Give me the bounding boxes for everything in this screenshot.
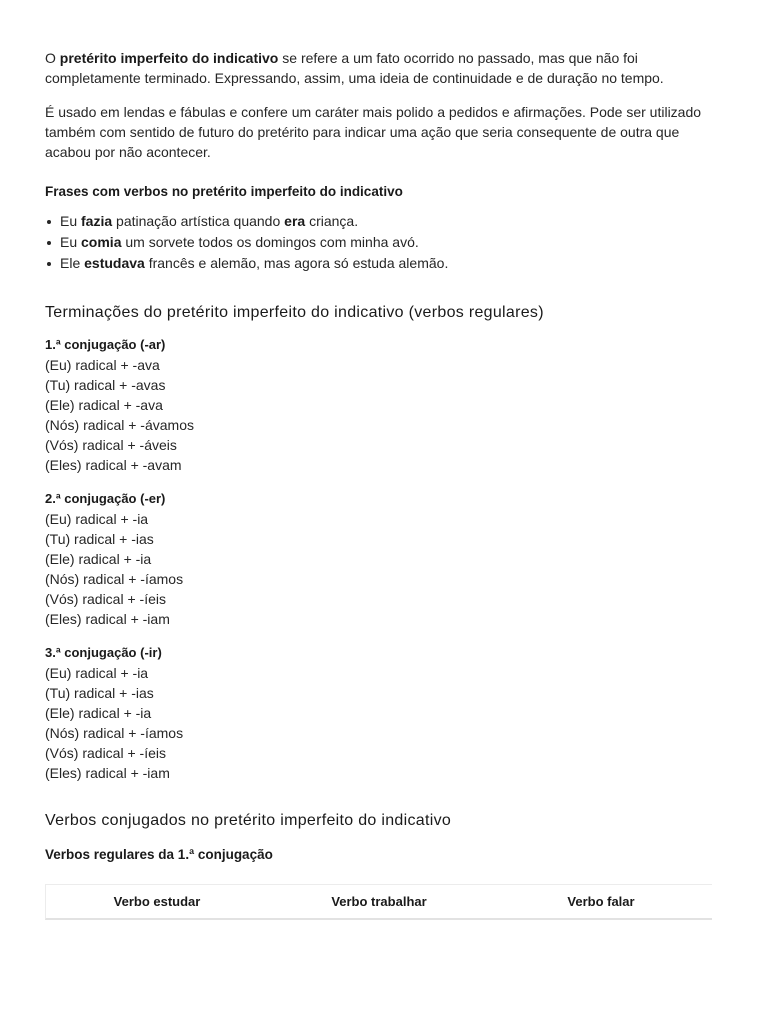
example-verb: estudava bbox=[84, 255, 145, 271]
example-text: Ele bbox=[60, 255, 85, 271]
regular-verbs-heading: Verbos regulares da 1.ª conjugação bbox=[45, 847, 273, 862]
conjugation-line: (Eu) radical + -ia bbox=[45, 511, 149, 527]
conjugation-line: (Eles) radical + -iam bbox=[45, 765, 170, 781]
example-text: um sorvete todos os domingos com minha avó. bbox=[121, 234, 419, 250]
conjugation-line: (Eu) radical + -ava bbox=[45, 357, 160, 373]
example-text: Eu bbox=[60, 213, 82, 229]
intro-p1-rest: se refere a um fato ocorrido no passado, mas que não foi completamente terminado. Expressando, assim, uma ideia de continuidade e de duração no tempo. bbox=[45, 50, 664, 86]
conjugation-line: (Nós) radical + -íamos bbox=[45, 571, 184, 587]
terminations-section-title: Terminações do pretérito imperfeito do indicativo (verbos regulares) bbox=[45, 304, 544, 321]
conjugation-title: 2.ª conjugação (-er) bbox=[45, 491, 166, 506]
conjugation-title: 3.ª conjugação (-ir) bbox=[45, 645, 162, 660]
conjugation-line: (Nós) radical + -ávamos bbox=[45, 417, 194, 433]
intro-p1-prefix: O bbox=[45, 50, 60, 66]
conjugation-line: (Tu) radical + -ias bbox=[45, 685, 154, 701]
conjugation-line: (Eu) radical + -ia bbox=[45, 665, 149, 681]
list-item bbox=[60, 211, 448, 232]
table-header-trabalhar: Verbo trabalhar bbox=[331, 894, 427, 909]
verb-table-header bbox=[45, 884, 712, 920]
conjugation-line: (Tu) radical + -avas bbox=[45, 377, 166, 393]
conjugation-line: (Vós) radical + -íeis bbox=[45, 591, 166, 607]
conjugation-line: (Vós) radical + -íeis bbox=[45, 745, 166, 761]
intro-paragraph-1 bbox=[45, 48, 712, 88]
conjugation-group-er bbox=[45, 489, 183, 629]
conjugation-line: (Nós) radical + -íamos bbox=[45, 725, 184, 741]
examples-heading: Frases com verbos no pretérito imperfeito do indicativo bbox=[45, 184, 403, 199]
conjugation-title: 1.ª conjugação (-ar) bbox=[45, 337, 166, 352]
table-header-estudar: Verbo estudar bbox=[113, 894, 201, 909]
conjugation-line: (Eles) radical + -avam bbox=[45, 457, 182, 473]
conjugation-line: (Vós) radical + -áveis bbox=[45, 437, 177, 453]
intro-p1-bold-term: pretérito imperfeito do indicativo bbox=[59, 50, 279, 66]
example-text: patinação artística quando bbox=[112, 213, 285, 229]
example-verb: era bbox=[284, 213, 306, 229]
example-verb: fazia bbox=[81, 213, 113, 229]
conjugation-line: (Eles) radical + -iam bbox=[45, 611, 170, 627]
examples-list bbox=[45, 211, 448, 274]
example-text: francês e alemão, mas agora só estuda alemão. bbox=[144, 255, 449, 271]
conjugation-line: (Tu) radical + -ias bbox=[45, 531, 154, 547]
intro-paragraph-2: É usado em lendas e fábulas e confere um caráter mais polido a pedidos e afirmações. Pode ser utilizado também com sentido de futuro do pretérito para indicar uma ação que seria consequente de outra que acabou por não acontecer. bbox=[45, 104, 702, 160]
list-item bbox=[60, 253, 448, 274]
conjugation-line: (Ele) radical + -ia bbox=[45, 705, 152, 721]
example-text: criança. bbox=[305, 213, 359, 229]
conjugation-line: (Ele) radical + -ia bbox=[45, 551, 152, 567]
example-verb: comia bbox=[81, 234, 122, 250]
conjugation-group-ir bbox=[45, 643, 183, 783]
conjugated-section-title: Verbos conjugados no pretérito imperfeito do indicativo bbox=[45, 812, 452, 829]
list-item bbox=[60, 232, 448, 253]
conjugation-line: (Ele) radical + -ava bbox=[45, 397, 163, 413]
table-header-falar: Verbo falar bbox=[567, 894, 635, 909]
example-text: Eu bbox=[60, 234, 82, 250]
conjugation-group-ar bbox=[45, 335, 194, 475]
